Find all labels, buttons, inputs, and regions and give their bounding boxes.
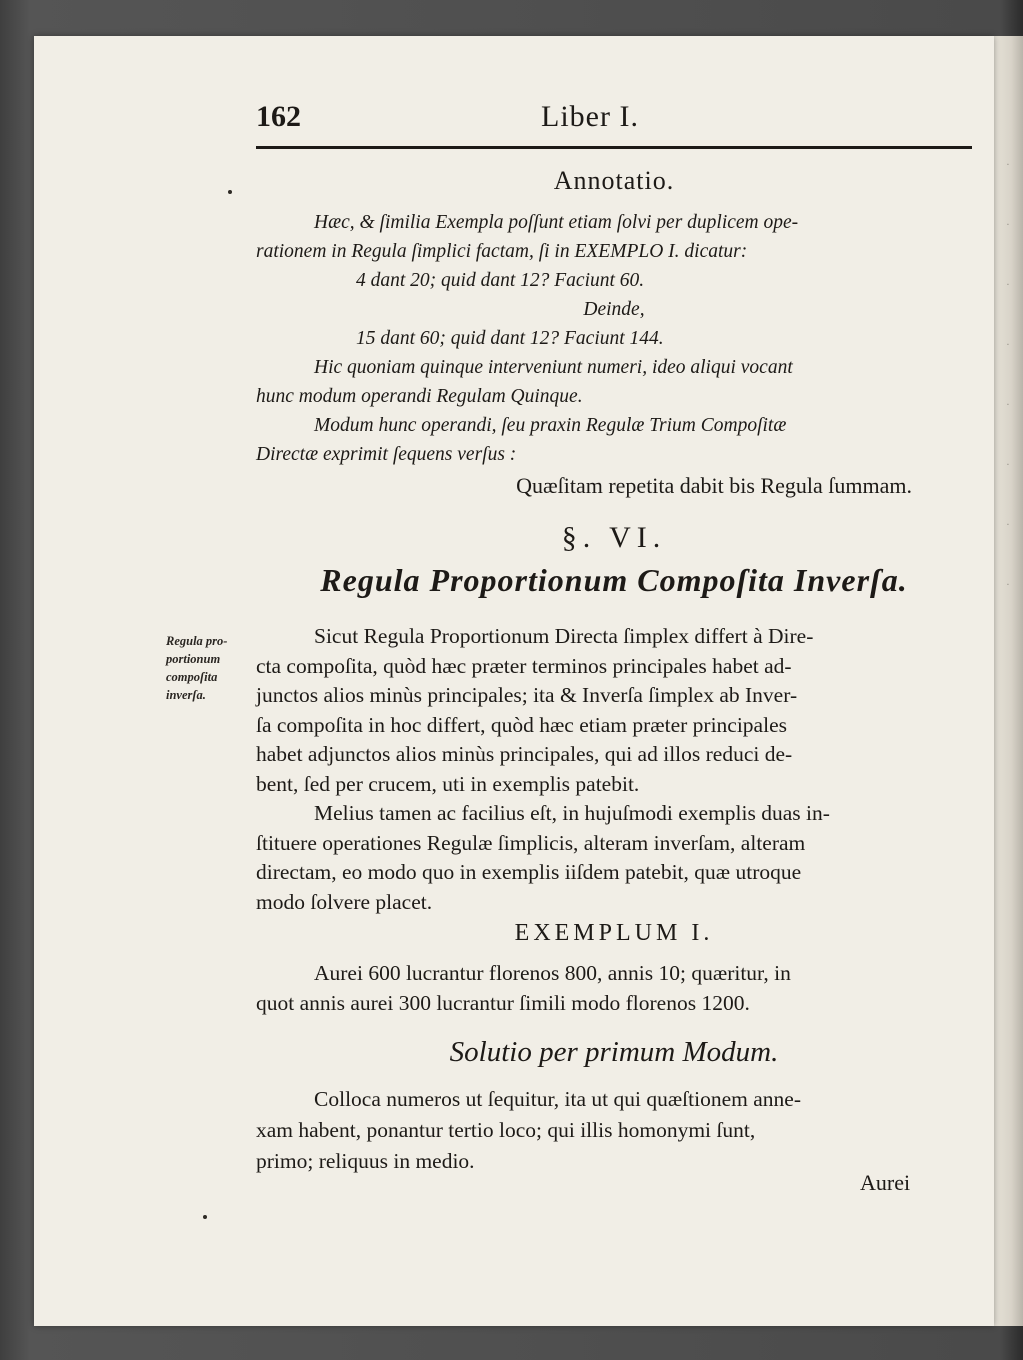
annotatio-text — [256, 208, 972, 469]
header-rule — [256, 146, 972, 149]
annotatio-heading: Annotatio. — [553, 166, 675, 195]
section-number: §. VI. — [561, 521, 667, 554]
ink-speck — [228, 190, 232, 194]
next-page-edge — [994, 36, 1023, 1326]
margin-note-line: compoſita — [166, 670, 218, 684]
ink-speck — [203, 1215, 207, 1219]
solutio-line: primo; reliquus in medio. — [256, 1149, 475, 1173]
catchword: Aurei — [860, 1170, 911, 1195]
annotatio-line: 15 dant 60; quid dant 12? Faciunt 144. — [356, 328, 664, 349]
annotatio-line: 4 dant 20; quid dant 12? Faciunt 60. — [356, 270, 645, 291]
exemplum-line: Aurei 600 lucrantur florenos 800, annis 10; quæritur, in — [314, 961, 791, 985]
body-line: habet adjunctos alios minùs principales, qui ad illos reduci de- — [256, 742, 793, 766]
margin-note-line: portionum — [166, 652, 221, 666]
body-line: junctos alios minùs principales; ita & Inverſa ſimplex ab Inver- — [256, 683, 798, 707]
annotatio-line: Modum hunc operandi, ſeu praxin Regulæ Trium Compoſitæ — [314, 415, 787, 436]
body-line: ſtituere operationes Regulæ ſimplicis, alteram inverſam, alteram — [256, 830, 806, 855]
body-line: Melius tamen ac facilius eſt, in hujuſmodi exemplis duas in- — [314, 801, 830, 825]
body-line: directam, eo modo quo in exemplis iiſdem patebit, quæ utroque — [256, 860, 802, 884]
solutio-line: xam habent, ponantur tertio loco; qui illis homonymi ſunt, — [256, 1118, 756, 1142]
running-title: Liber I. — [541, 100, 639, 133]
solutio-line: Colloca numeros ut ſequitur, ita ut qui quæſtionem anne- — [314, 1087, 801, 1111]
solutio-text — [256, 1084, 972, 1177]
annotatio-line: hunc modum operandi Regulam Quinque. — [256, 386, 583, 407]
body-line: Sicut Regula Proportionum Directa ſimplex differt à Dire- — [314, 624, 814, 648]
body-line: cta compoſita, quòd hæc præter terminos principales habet ad- — [256, 653, 792, 678]
body-line: bent, ſed per crucem, uti in exemplis patebit. — [256, 771, 640, 796]
margin-note-line: inverſa. — [166, 688, 206, 702]
solutio-heading: Solutio per primum Modum. — [449, 1036, 779, 1068]
annotatio-line: Deinde, — [583, 299, 645, 320]
body-text — [256, 622, 972, 917]
page-number: 162 — [256, 100, 301, 133]
annotatio-line: Hic quoniam quinque interveniunt numeri, ideo aliqui vocant — [314, 357, 793, 378]
body-line: ſa compoſita in hoc differt, quòd hæc etiam præter principales — [256, 712, 787, 737]
margin-note — [166, 632, 248, 704]
exemplum-text — [256, 958, 972, 1018]
annotatio-line: Hæc, & ſimilia Exempla poſſunt etiam ſolvi per duplicem ope- — [314, 212, 799, 233]
exemplum-line: quot annis aurei 300 lucrantur ſimili modo florenos 1200. — [256, 991, 750, 1015]
section-title: Regula Proportionum Compoſita Inverſa. — [320, 562, 908, 598]
annotatio-line: rationem in Regula ſimplici factam, ſi in EXEMPLO I. dicatur: — [256, 241, 748, 262]
verse-line: Quæſitam repetita dabit bis Regula ſummam. — [516, 473, 912, 498]
page-header — [256, 100, 972, 146]
annotatio-line: Directæ exprimit ſequens verſus : — [256, 444, 517, 465]
margin-note-line: Regula pro- — [166, 634, 228, 648]
exemplum-heading: EXEMPLUM I. — [514, 920, 714, 946]
body-line: modo ſolvere placet. — [256, 889, 433, 914]
bleed-through-marks: · · · · · · · · — [1006, 160, 1010, 591]
